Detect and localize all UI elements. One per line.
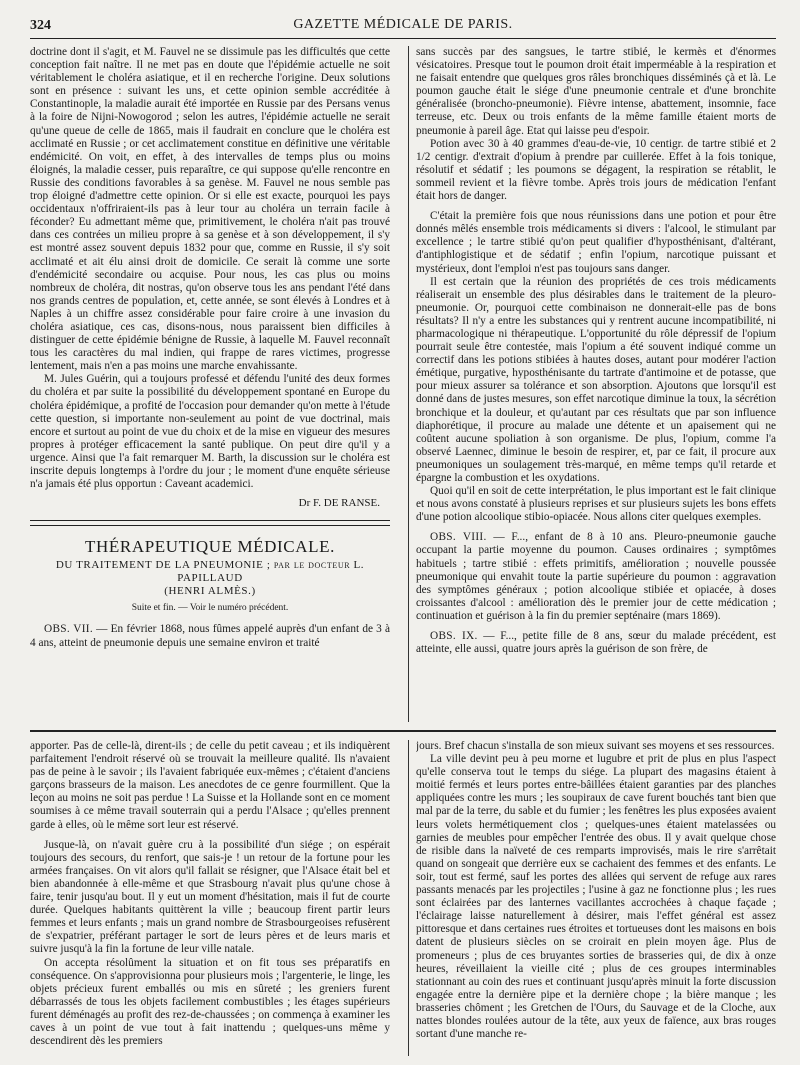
lower-right-column (416, 740, 776, 1058)
paragraph: doctrine dont il s'agit, et M. Fauvel ne se dissimule pas les difficultés que cette conception fait naître. Il ne met pas en doute que l'épidémie actuelle ne soit véritablement le choléra asiatique, et il en recherche l'origine. Deux solutions sont en présence : suivant les uns, et cette opinion semble accréditée à Constantinople, la maladie aurait été importée en Russie par des Persans venus à la foire de Nijni-Nowogorod ; selon les autres, l'épidémie actuelle ne serait qu'une queue de celle de 1865, mais il faudrait en conclure que le choléra est acclimaté en Russie ; or cet acclimatement constitue en définitive une véritable endémicité. On voit, en effet, à des intervalles de temps plus ou moins éloignés, la maladie cesser, puis reparaître, ce qui suppose qu'elle rencontre en Russie des conditions favorables à sa genèse. M. Fauvel ne nous semble pas trop éloigné d'admettre cette opinion. Or si elle est exacte, pourquoi les pays occidentaux n'offriraient-ils pas à leur tour au choléra un terrain facile à féconder? Eu admettant même que, primitivement, le choléra n'ait pas trouvé dans ces contrées un milieu propre à sa genèse et à son développement, il s'y est montré assez souvent depuis 1832 pour que, comme en Russie, il s'y soit acclimaté et ait élu ainsi droit de domicile. Ce serait là comme une sorte d'endémicité secondaire ou acquise. Pour nous, les cas plus ou moins nombreux de choléra, dit nostras, qu'on observe tous les ans pendant l'été dans nos grands centres de population, et, cette année, se sont élevés à Londres et à Naples à un chiffre assez considérable pour faire croire à une invasion du choléra asiatique, ces cas, disons-nous, nous paraissent bien difficiles à distinguer de cette épidémie bénigne de Russie, à laquelle M. Fauvel reconnaît tous les caractères du mal indien, qui frappe de rares victimes, progresse lentement, mais n'en a pas moins une marche envahissante. (30, 46, 390, 373)
section-title: THÉRAPEUTIQUE MÉDICALE. (85, 537, 335, 557)
paragraph: Quoi qu'il en soit de cette interprétation, le plus important est le fait clinique et nous avons constaté à plusieurs reprises et sur plusieurs sujets les bons effets d'une potion alcoolique stibio-opiacée. Nous allons citer quelques exemples. (416, 485, 776, 524)
paragraph: sans succès par des sangsues, le tartre stibié, le kermès et d'énormes vésicatoires. Presque tout le poumon droit était imperméable à la respiration et ne faisait entendre que quelques gros râles bronchiques disséminés çà et là. Le poumon gauche était le siége d'une pneumonie centrale et d'une bronchite généralisée (broncho-pneumonie). Fièvre intense, abattement, insomnie, face terreuse, etc. Deux ou trois enfants de la même famille étaient morts de pneumonie à pareil âge. Etat qui laisse peu d'espoir. (416, 46, 776, 137)
article-note: Suite et fin. — Voir le numéro précédent. (131, 603, 289, 614)
paragraph: Potion avec 30 à 40 grammes d'eau-de-vie, 10 centigr. de tartre stibié et 2 1/2 centigr. d'extrait d'opium à prendre par cuillerée. Effet à la fois tonique, résolutif et sédatif ; les poumons se dégagent, la respiration se rétablit, le sommeil revient et la fièvre tombe. Après trois jours de médication l'enfant était hors de danger. (416, 137, 776, 203)
paragraph: Il est certain que la réunion des propriétés de ces trois médicaments réaliserait un ensemble des plus désirables dans le traitement de la pleuro-pneumonie. Or, pourquoi cette combinaison ne donnerait-elle pas de bons résultats? Il n'y a entre les substances qui y rentrent aucune incompatibilité, ni pharmacologique ni thérapeutique. L'opportunité du rôle dépressif de l'opium pourrait seule être contestée, mais l'opium a été souvent indiqué comme un correctif dans les potions stibiées à hautes doses, autant pour modérer l'action émétique, purgative, hyposthénisante du tartrate d'antimoine et de potasse, que pour mieux assurer sa tolérance et son absorption. Ajoutons que lorsqu'il est donné dans de justes mesures, son effet narcotique diminue la toux, la sécrétion bronchique et la douleur, et qu'autant par ces résultats que par son influence diaphorétique, il procure au malade une détente et un apaisement qui ne coûtent aucune spoliation à son organisme. De plus, l'opium, comme l'a observé Laennec, diminue le besoin de respirer, et, par ce fait, il procure aux pneumoniques un soulagement très-marqué, en même temps qu'il retarde et épargne la combustion et les oxydations. (416, 275, 776, 484)
running-title: GAZETTE MÉDICALE DE PARIS. (293, 17, 513, 32)
observation-label: OBS. VII. (44, 623, 93, 636)
column-divider (408, 740, 409, 1056)
paragraph: Jusque-là, on n'avait guère cru à la possibilité d'un siége ; on espérait toujours des secours, du renfort, que sais-je ! un retour de la fortune pour les armées françaises. On vit alors qu'il fallait se résigner, que l'Alsace était bel et bien abandonnée à elle-même et que Strasbourg n'avait plus qu'une chose à faire, tenir jusqu'au bout. Il y eut un moment d'hésitation, mais il fut de courte durée. Quelques habitants quittèrent la ville ; beaucoup firent partir leurs femmes et leurs enfants ; mais un grand nombre de Strasbourgeoises refusèrent de s'expatrier, préférant partager le sort de leurs pères et de leurs maris et suivre jusqu'à la fin la fortune de leur ville natale. (30, 838, 390, 956)
observation-text: — F..., petite fille de 8 ans, sœur du malade précédent, est atteinte, elle aussi, quatre jours après la guérison de son frère, de (416, 630, 776, 656)
article-title-line: DU TRAITEMENT DE LA PNEUMONIE ; par le docteur L. PAPILLAUD (55, 559, 365, 585)
paragraph: La ville devint peu à peu morne et lugubre et prit de plus en plus l'aspect qu'elle conserva tout le temps du siége. La plupart des magasins étaient à moitié fermés et leurs portes entre-bâillées étaient garanties par des planches appliquées contre les murs ; les soupiraux de cave furent bouchés tant bien que mal par de la terre, du sable et du fumier ; les fenêtres les plus exposées avaient leurs volets hermétiquement clos ; quelques-unes étaient matelassées ou garnies de meubles pour empêcher l'entrée des obus. Il y avait quelque chose de risible dans la naïveté de ces remparts improvisés, mais le rire s'arrêtait quand on songeait que derrière eux se cachaient des femmes et des enfants. Le soir, tout est fermé, sauf les portes des allées qui servent de refuge aux rares passants menacés par les projectiles ; l'usine à gaz ne fonctionne plus ; les rues sont éclairées par des lanternes vacillantes accrochées à chaque façade ; l'éclairage laisse naturellement à désirer, mais l'effet général est assez pittoresque et dans certaines rues étroites et tortueuses dont les maisons en bois datent de plusieurs siècles on se croirait en plein moyen âge. Plus de promeneurs ; plus de ces bruyantes sorties de brasseries qui, de dix à onze heures, réveillaient la vieille cité ; plus de ces groupes interminables stationnant au coin des rues et continuant jusqu'après minuit la forte discussion engagée entre la dernière pipe et la dernière chope ; la bière manque ; les brasseries chôment ; les Gretchen de l'Ours, du Sauvage et de la Cloche, aux nattes blondes roulées autour de la tête, aux yeux de faïence, aux bras rouges sortant d'une manche re- (416, 753, 776, 1041)
observation-paragraph (30, 623, 390, 649)
page-number: 324 (30, 18, 51, 33)
paragraph: M. Jules Guérin, qui a toujours professé et défendu l'unité des deux formes du choléra et par suite la possibilité du développement spontané en Europe du choléra épidémique, a profité de l'occasion pour demander qu'on mette à l'étude cette question, si importante non-seulement au point de vue doctrinal, mais encore et surtout au point de vue du choix et de la mise en vigueur des mesures propres à protéger efficacement la santé publique. On peut dire qu'il y a urgence. Ainsi que l'a fait remarquer M. Barth, la discussion sur le choléra est inscrite depuis longtemps à l'ordre du jour ; le moment d'une enquête sérieuse n'a jamais été plus opportun : Caveant academici. (30, 373, 390, 491)
section-divider (30, 520, 390, 526)
observation-paragraph (416, 630, 776, 656)
observation-text: — En février 1868, nous fûmes appelé auprès d'un enfant de 3 à 4 ans, atteint de pneumonie depuis une semaine environ et traité (30, 623, 390, 649)
paragraph: On accepta résolûment la situation et on fit tous ses préparatifs en conséquence. On s'approvisionna pour plusieurs mois ; l'argenterie, le linge, les objets précieux furent emballés ou mis en sûreté ; les greniers furent débarrassés de tous les objets facilement combustibles ; les étages supérieurs furent déménagés au profit des rez-de-chaussées ; on commença à examiner les caves à un point de vue tout à fait inattendu ; quelques-uns même y descendirent dès les premiers (30, 956, 390, 1048)
article-author: (HENRI ALMÈS.) (164, 585, 256, 598)
upper-right-column (416, 46, 776, 724)
observation-paragraph (416, 531, 776, 623)
upper-left-column (30, 46, 390, 724)
feuilleton-rule (30, 730, 776, 732)
paragraph: C'était la première fois que nous réunissions dans une potion et pour être donnés mêlés ensemble trois médicaments si divers : l'alcool, le stimulant par excellence ; le tartre stibié qu'on peut qualifier d'hyposthénisant, d'altérant, d'antiphlogistique et de sédatif ; enfin l'opium, narcotique puissant et mystérieux, dont l'emploi n'est pas toujours sans danger. (416, 210, 776, 275)
paragraph: apporter. Pas de celle-là, dirent-ils ; de celle du petit caveau ; et ils indiquèrent parfaitement l'endroit réservé où se trouvait la meilleure qualité. Ils n'avaient pas de peine à le savoir ; ils l'avaient fabriquée eux-mêmes ; c'étaient d'anciens garçons brasseurs de la maison. Les anecdotes de ce genre fourmillent. Que la leçon au moins ne soit pas perdue ! La Suisse et la Hollande sont en ce moment soumises à ce même travail souterrain qui a perdu l'Alsace ; qu'elles prennent garde à elles, où le même sort leur est réservé. (30, 740, 390, 831)
article-title (30, 559, 390, 598)
observation-label: OBS. IX. (430, 630, 478, 643)
column-divider (408, 46, 409, 722)
lower-left-column (30, 740, 390, 1058)
observation-text: — F..., enfant de 8 à 10 ans. Pleuro-pneumonie gauche occupant la partie moyenne du poumon. Causes ordinaires ; symptômes habituels ; tartre stibié : effets primitifs, amélioration ; nouvelle poussée pneumonique qui envahit toute la partie supérieure du poumon : aggravation des symptômes généraux ; potion alcoolique stibiée et opiacée, à doses croissantes d'alcool : amélioration dès le premier jour de cette médication ; continuation et guérison à la fin du premier septénaire (mars 1869). (416, 531, 776, 622)
paragraph: jours. Bref chacun s'installa de son mieux suivant ses moyens et ses ressources. (416, 740, 775, 752)
page-header (30, 14, 776, 39)
signature: Dr F. DE RANSE. (298, 497, 380, 510)
observation-label: OBS. VIII. (430, 531, 487, 544)
